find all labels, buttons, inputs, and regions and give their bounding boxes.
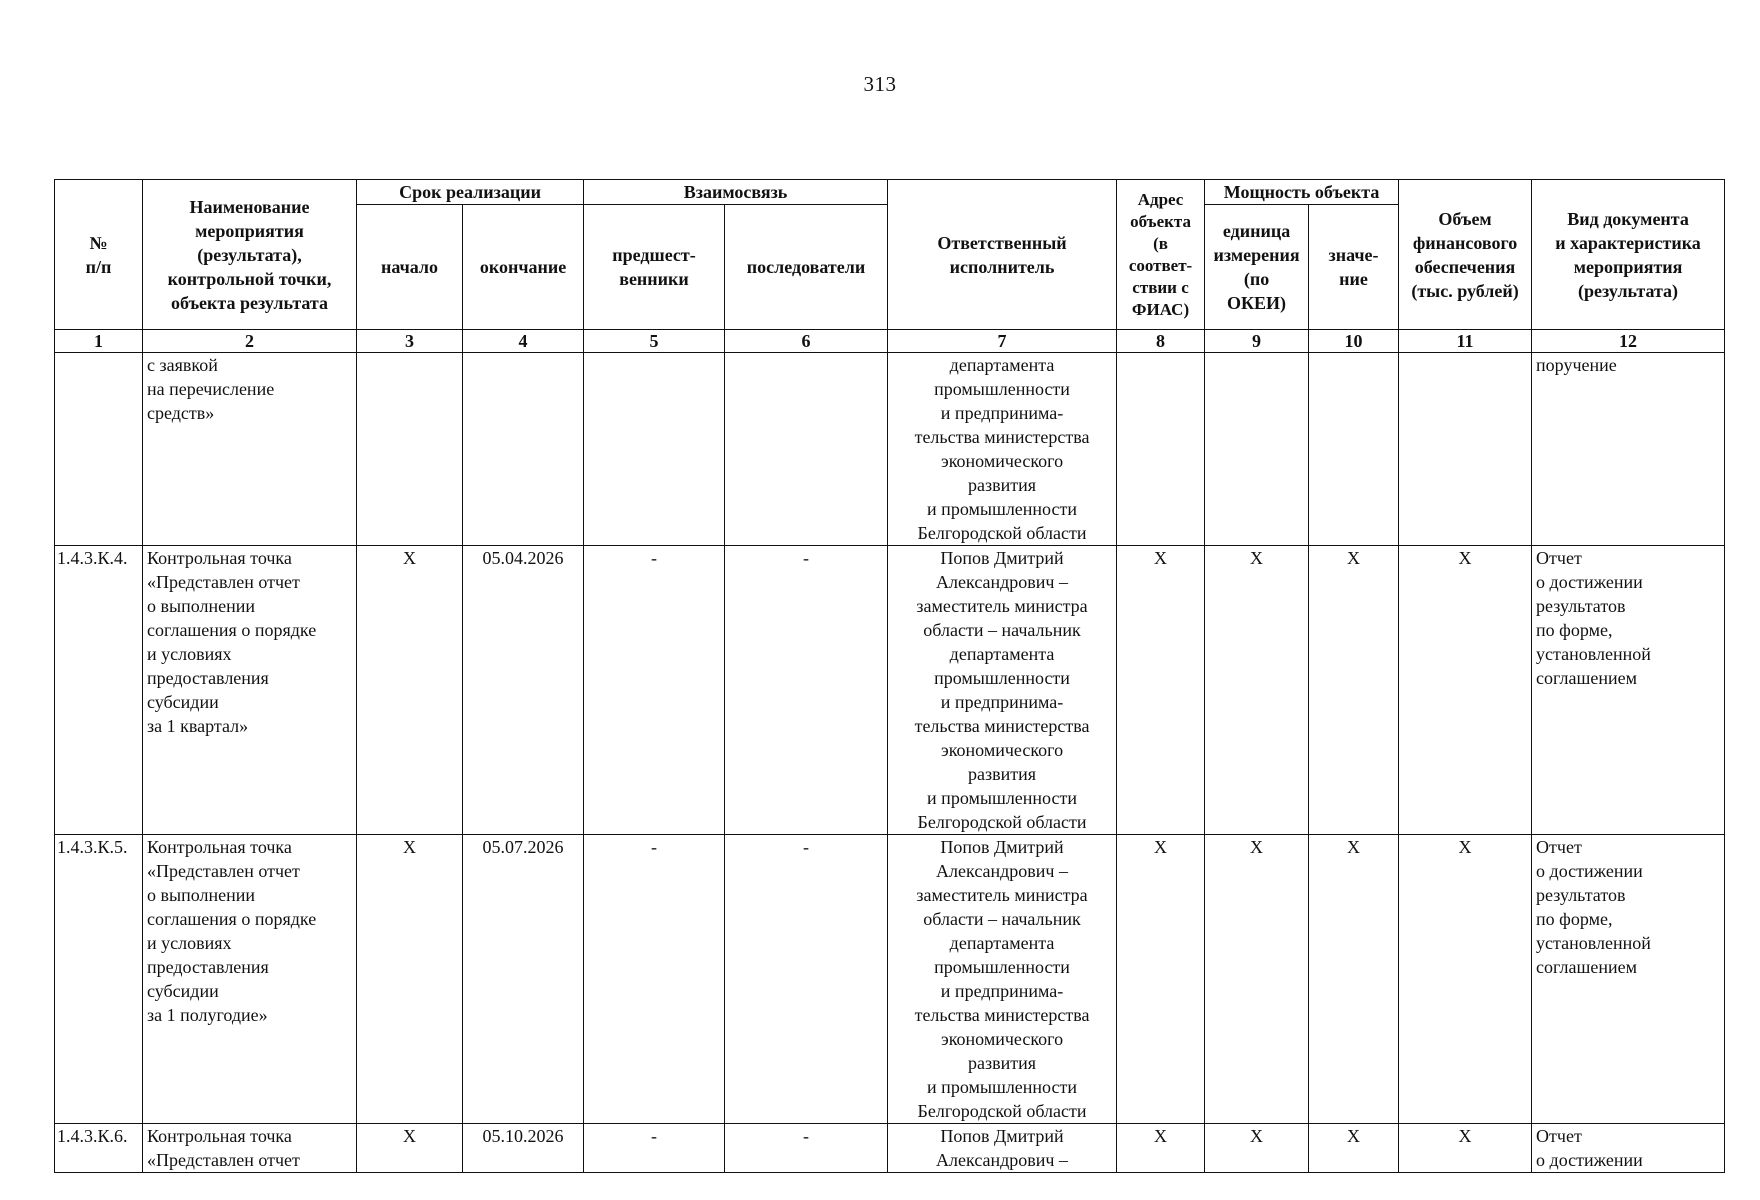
table-header: [55, 180, 1725, 353]
cell-num: [55, 353, 143, 546]
cell-unit: X: [1205, 835, 1309, 1124]
header-end: окончание: [463, 205, 584, 330]
cell-doc-type: Отчет о достижении результатов по форме, установленной соглашением: [1532, 546, 1725, 835]
header-successors: последователи: [725, 205, 888, 330]
cell-finance: X: [1399, 1124, 1532, 1173]
column-number: 3: [357, 330, 463, 353]
cell-finance: X: [1399, 835, 1532, 1124]
cell-predecessors: -: [584, 1124, 725, 1173]
cell-name: Контрольная точка «Представлен отчет: [143, 1124, 357, 1173]
cell-successors: -: [725, 835, 888, 1124]
table-row: [55, 835, 1725, 1124]
cell-predecessors: -: [584, 546, 725, 835]
column-number: 2: [143, 330, 357, 353]
header-unit: единица измерения (по ОКЕИ): [1205, 205, 1309, 330]
cell-successors: -: [725, 546, 888, 835]
cell-name: с заявкой на перечисление средств»: [143, 353, 357, 546]
header-num: № п/п: [55, 180, 143, 330]
column-number: 5: [584, 330, 725, 353]
column-number: 4: [463, 330, 584, 353]
cell-num: 1.4.3.К.6.: [55, 1124, 143, 1173]
cell-doc-type: Отчет о достижении результатов по форме, установленной соглашением: [1532, 835, 1725, 1124]
column-number-row: [55, 330, 1725, 353]
cell-start: X: [357, 835, 463, 1124]
cell-doc-type: Отчет о достижении: [1532, 1124, 1725, 1173]
cell-address: [1117, 353, 1205, 546]
cell-unit: X: [1205, 546, 1309, 835]
cell-value: X: [1309, 1124, 1399, 1173]
cell-address: X: [1117, 835, 1205, 1124]
cell-num: 1.4.3.К.4.: [55, 546, 143, 835]
header-predecessors: предшест- венники: [584, 205, 725, 330]
cell-responsible: Попов Дмитрий Александрович – заместитель министра области – начальник департамента промышленности и предпринима- тельства министерства экономического развития и промышленности Белгородской области: [888, 546, 1117, 835]
cell-end: [463, 353, 584, 546]
column-number: 6: [725, 330, 888, 353]
cell-finance: [1399, 353, 1532, 546]
cell-value: [1309, 353, 1399, 546]
cell-end: 05.10.2026: [463, 1124, 584, 1173]
header-finance: Объем финансового обеспечения (тыс. рублей): [1399, 180, 1532, 330]
table-row: [55, 353, 1725, 546]
header-address: Адрес объекта (в соответ- ствии с ФИАС): [1117, 180, 1205, 330]
cell-finance: X: [1399, 546, 1532, 835]
cell-num: 1.4.3.К.5.: [55, 835, 143, 1124]
header-value: значе- ние: [1309, 205, 1399, 330]
plan-table: [54, 179, 1725, 1173]
cell-successors: -: [725, 1124, 888, 1173]
cell-value: X: [1309, 546, 1399, 835]
cell-unit: X: [1205, 1124, 1309, 1173]
header-doc-type: Вид документа и характеристика мероприятия (результата): [1532, 180, 1725, 330]
cell-responsible: Попов Дмитрий Александрович – заместитель министра области – начальник департамента промышленности и предпринима- тельства министерства экономического развития и промышленности Белгородской области: [888, 835, 1117, 1124]
cell-unit: [1205, 353, 1309, 546]
header-link: Взаимосвязь: [584, 180, 888, 205]
cell-start: X: [357, 1124, 463, 1173]
cell-start: [357, 353, 463, 546]
cell-value: X: [1309, 835, 1399, 1124]
cell-end: 05.07.2026: [463, 835, 584, 1124]
column-number: 8: [1117, 330, 1205, 353]
column-number: 1: [55, 330, 143, 353]
table-row: [55, 1124, 1725, 1173]
cell-end: 05.04.2026: [463, 546, 584, 835]
cell-responsible: департамента промышленности и предпринима- тельства министерства экономического развития и промышленности Белгородской области: [888, 353, 1117, 546]
cell-name: Контрольная точка «Представлен отчет о выполнении соглашения о порядке и условиях предоставления субсидии за 1 полугодие»: [143, 835, 357, 1124]
header-capacity: Мощность объекта: [1205, 180, 1399, 205]
page-number: 313: [863, 72, 897, 96]
cell-predecessors: [584, 353, 725, 546]
column-number: 9: [1205, 330, 1309, 353]
column-number: 11: [1399, 330, 1532, 353]
cell-successors: [725, 353, 888, 546]
header-responsible: Ответственный исполнитель: [888, 180, 1117, 330]
cell-predecessors: -: [584, 835, 725, 1124]
cell-start: X: [357, 546, 463, 835]
header-name: Наименование мероприятия (результата), контрольной точки, объекта результата: [143, 180, 357, 330]
cell-address: X: [1117, 1124, 1205, 1173]
column-number: 10: [1309, 330, 1399, 353]
plan-table-container: [54, 179, 1724, 1173]
cell-name: Контрольная точка «Представлен отчет о выполнении соглашения о порядке и условиях предоставления субсидии за 1 квартал»: [143, 546, 357, 835]
cell-responsible: Попов Дмитрий Александрович –: [888, 1124, 1117, 1173]
table-row: [55, 546, 1725, 835]
cell-address: X: [1117, 546, 1205, 835]
column-number: 7: [888, 330, 1117, 353]
header-term: Срок реализации: [357, 180, 584, 205]
column-number: 12: [1532, 330, 1725, 353]
cell-doc-type: поручение: [1532, 353, 1725, 546]
header-start: начало: [357, 205, 463, 330]
